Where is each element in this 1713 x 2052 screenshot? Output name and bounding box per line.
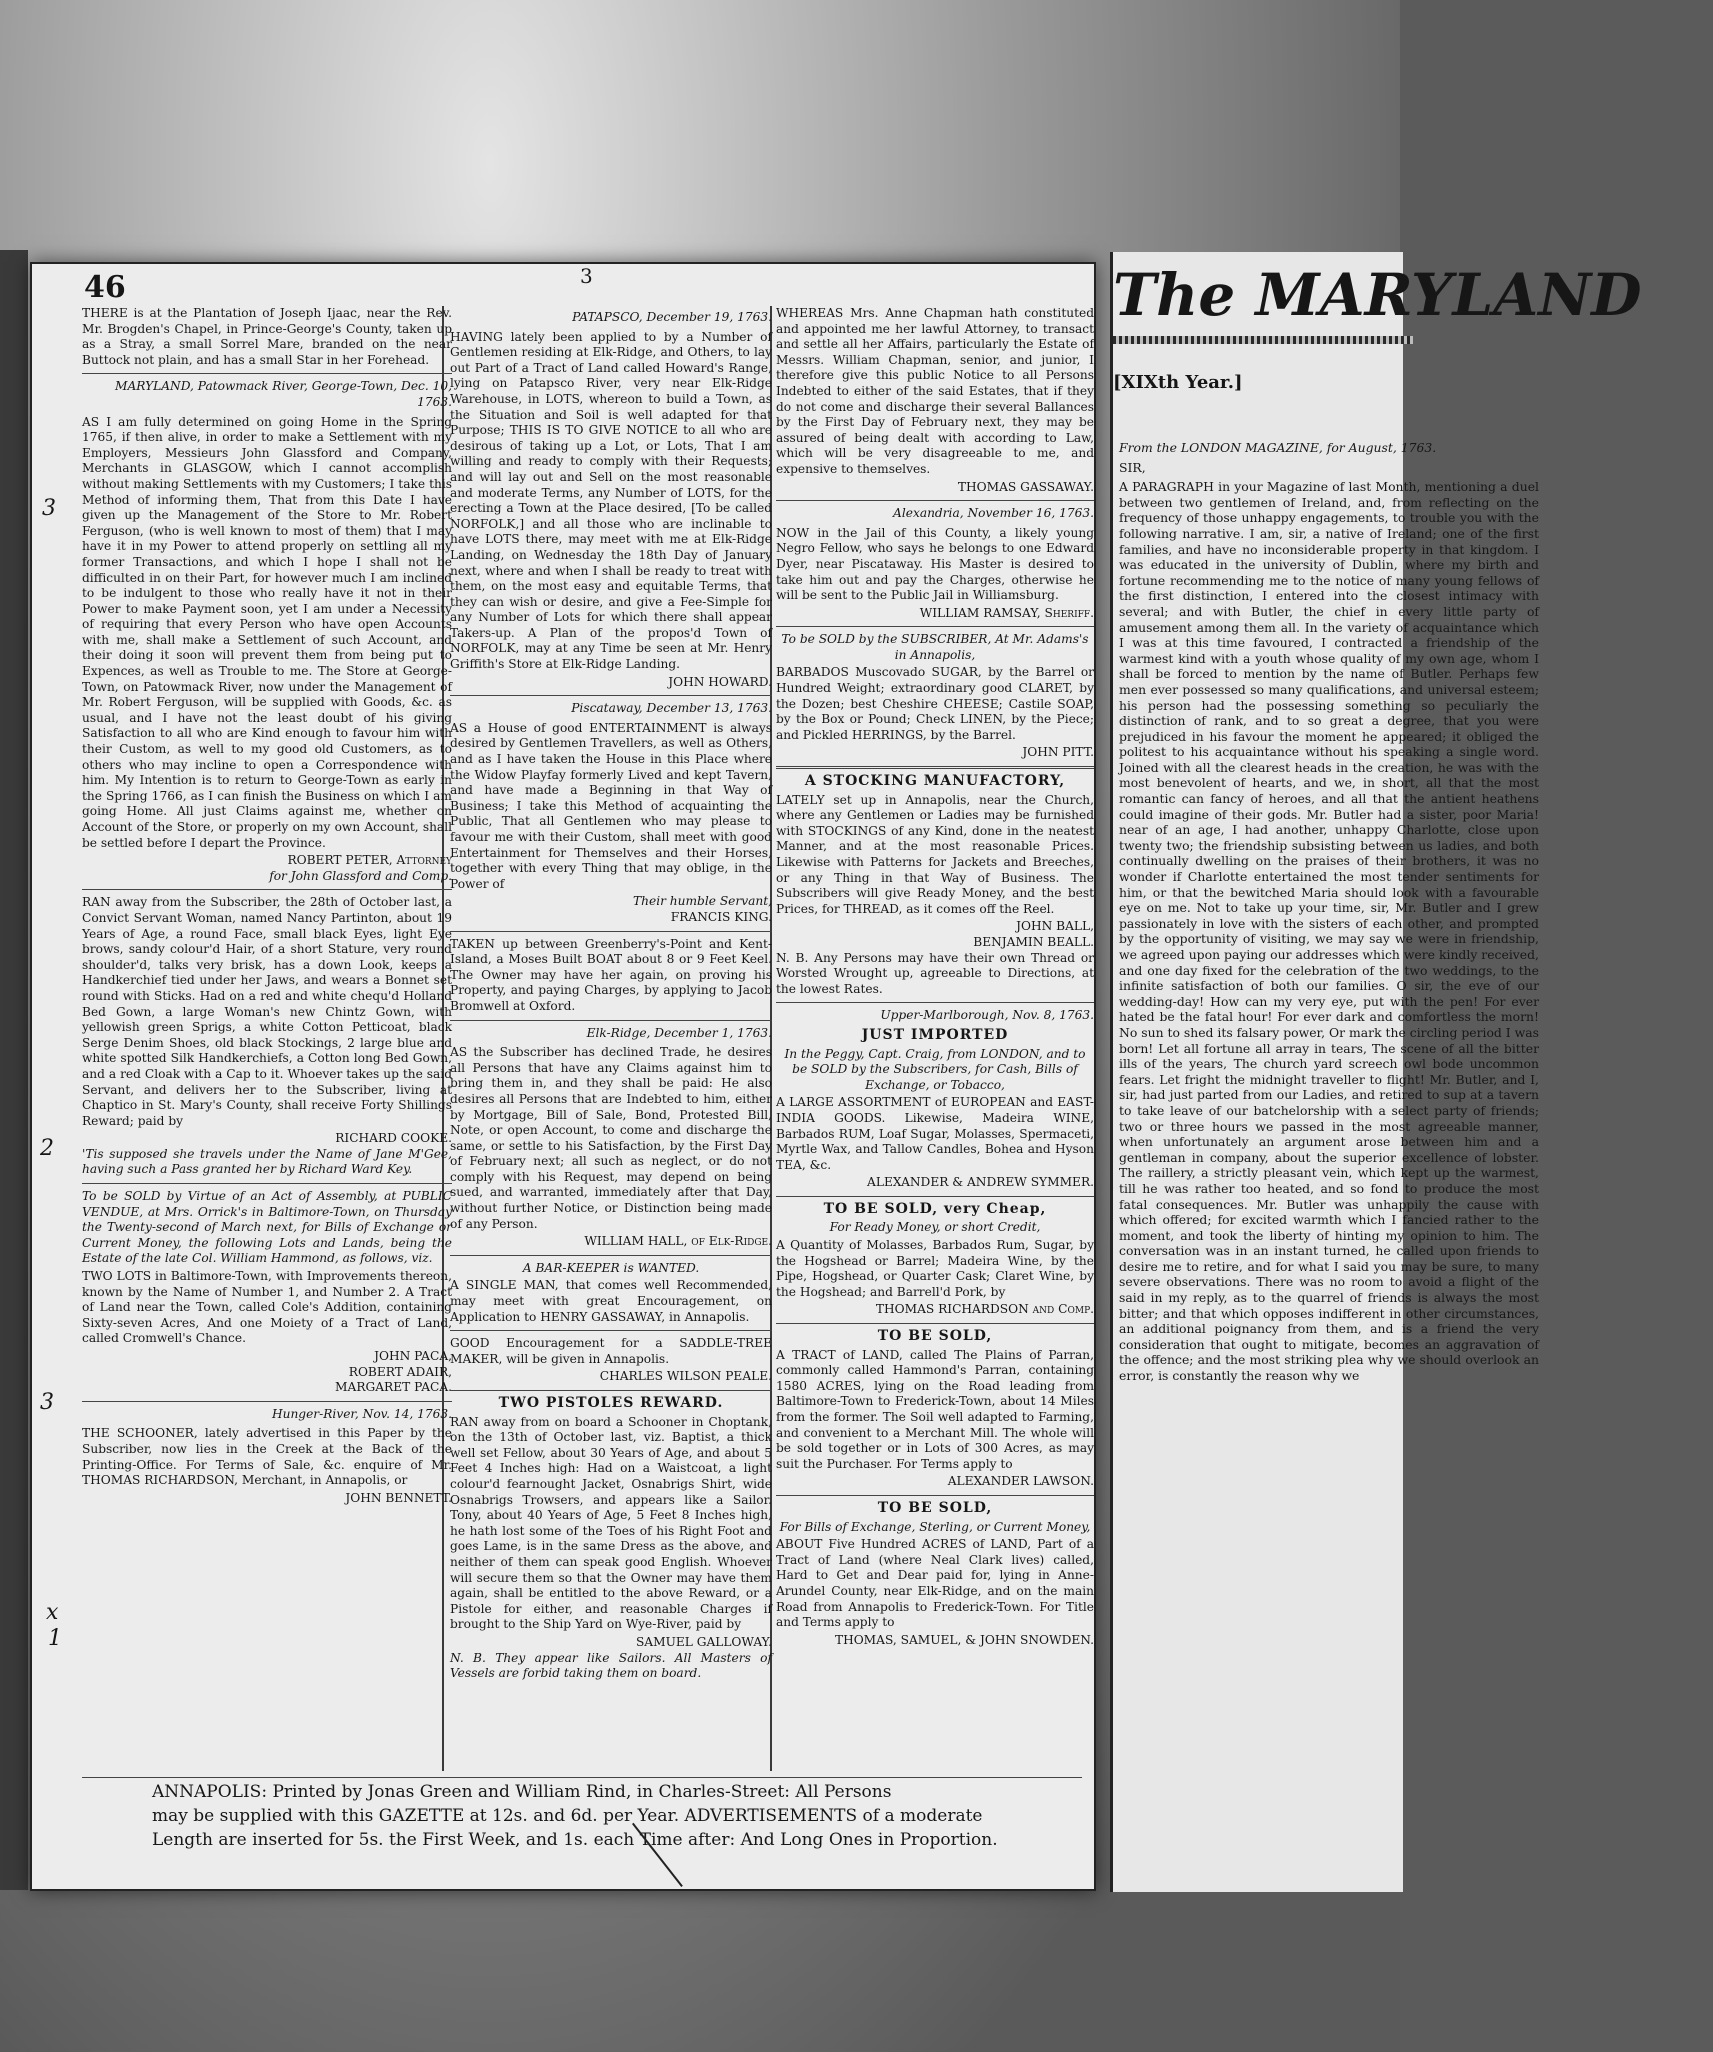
divider	[776, 1495, 1094, 1496]
advertisement-schooner	[82, 1407, 452, 1507]
newspaper-page-left	[30, 262, 1096, 1891]
ad-text: AS a House of good ENTERTAINMENT is always desired by Gentlemen Travellers, as well as Others, and as I have taken the House in this Place where the Widow Playfay formerly Lived and kept Tavern, and have made a Beginning in that Way of Business; I take this Method of acquainting the Public, That all Gentlemen who may please to favour me with their Custom, shall meet with good Entertainment for Themselves and their Horses, together with every Thing that may oblige, in the Power of	[450, 720, 772, 891]
ad-heading: To be SOLD by the SUBSCRIBER, At Mr. Adams's in Annapolis,	[781, 632, 1089, 662]
divider	[82, 373, 452, 374]
ad-text: LATELY set up in Annapolis, near the Church, where any Gentlemen or Ladies may be furnished with STOCKINGS of any Kind, done in the neatest Manner, and at the most reasonable Prices. Likewise with Patterns for Jackets and Breeches, or any Thing in that Way of Business. The Subscribers will give Ready Money, and the best Prices, for THREAD, as it comes off the Reel.	[776, 792, 1094, 916]
dateline: Alexandria, November 16, 1763.	[893, 506, 1094, 521]
dateline: MARYLAND, Patowmack River, George-Town, Dec. 10, 1763.	[115, 379, 452, 409]
signature: RICHARD COOKE.	[335, 1131, 452, 1146]
ad-title: A STOCKING MANUFACTORY,	[804, 773, 1066, 790]
ad-text: WHEREAS Mrs. Anne Chapman hath constituted and appointed me her lawful Attorney, to transact and settle all her Affairs, particularly the Estate of Messrs. William Chapman, senior, and junior, I therefore give this public Notice to all Persons Indebted to either of the said Estates, that if they do not come and discharge their several Ballances by the First Day of February next, they may be assured of being dealt with according to Law, which will be very disagreeable to me, and expensive to themselves.	[776, 306, 1094, 476]
article-source: From the LONDON MAGAZINE, for August, 1763.	[1119, 440, 1437, 455]
divider	[776, 1323, 1094, 1324]
divider	[776, 766, 1094, 769]
signature: ROBERT PETER, Attorney	[287, 853, 452, 868]
ad-title: TO BE SOLD,	[877, 1328, 993, 1345]
ad-title: TWO PISTOLES REWARD.	[498, 1395, 724, 1411]
advertisement-chapman-estate	[776, 306, 1094, 495]
signature: FRANCIS KING.	[670, 909, 772, 924]
signature: JOHN PITT.	[1022, 745, 1094, 760]
advertisement-two-pistoles	[450, 1396, 772, 1682]
signature: for John Glassford and Comp.	[269, 868, 452, 883]
ad-title: A BAR-KEEPER is WANTED.	[522, 1260, 700, 1275]
signature: THOMAS GASSAWAY.	[957, 479, 1094, 494]
divider	[82, 1401, 452, 1402]
margin-mark: 3	[40, 1390, 54, 1415]
ad-text: A SINGLE MAN, that comes well Recommended, may meet with great Encouragement, on Application to HENRY GASSAWAY, in Annapolis.	[450, 1278, 772, 1324]
ad-title: TO BE SOLD,	[877, 1499, 993, 1516]
signature: THOMAS, SAMUEL, & JOHN SNOWDEN.	[834, 1632, 1094, 1647]
colophon-line: may be supplied with this GAZETTE at 12s. and 6d. per Year. ADVERTISEMENTS of a moderate	[152, 1806, 983, 1826]
divider	[450, 1020, 772, 1021]
article-column	[1119, 440, 1539, 1880]
ad-text: ABOUT Five Hundred ACRES of LAND, Part of a Tract of Land (where Neal Clark lives) called, Hard to Get and Dear paid for, lying in Anne-Arundel County, near Elk-Ridge, and on the main Road from Annapolis to Frederick-Town. For Title and Terms apply to	[776, 1537, 1094, 1630]
ad-note: N. B. Any Persons may have their own Thread or Worsted Wrought up, agreeable to Directions, at the lowest Rates.	[776, 950, 1094, 996]
ad-text: A LARGE ASSORTMENT of EUROPEAN and EAST-INDIA GOODS. Likewise, Madeira WINE, Barbados RUM, Loaf Sugar, Molasses, Spermaceti, Myrtle Wax, and Tallow Candles, Bohea and Hyson TEA, &c.	[776, 1095, 1094, 1172]
advertisement-norfolk-lots	[450, 310, 772, 690]
divider	[450, 695, 772, 696]
masthead-band	[1113, 336, 1413, 344]
imprint-divider	[82, 1777, 1082, 1778]
ad-text: TWO LOTS in Baltimore-Town, with Improvements thereon, known by the Name of Number 1, and Number 2. A Tract of Land near the Town, called Cole's Addition, containing Sixty-seven Acres, And one Moiety of a Tract of Land, called Cromwell's Chance.	[82, 1269, 452, 1346]
colophon-line: ANNAPOLIS: Printed by Jonas Green and William Rind, in Charles-Street: All Persons	[152, 1782, 892, 1802]
signature: Their humble Servant,	[633, 894, 772, 909]
advertisement-five-hundred-acres	[776, 1501, 1094, 1648]
masthead-title: The MARYLAND	[1113, 261, 1642, 329]
divider	[776, 1002, 1094, 1003]
colophon-line: Length are inserted for 5s. the First Week, and 1s. each Time after: And Long Ones in Proportion.	[152, 1830, 998, 1850]
signature: JOHN HOWARD.	[668, 674, 772, 689]
ad-text: BARBADOS Muscovado SUGAR, by the Barrel or Hundred Weight; extraordinary good CLARET, by the Dozen; best Cheshire CHEESE; Castile SOAP, by the Box or Pound; Check LINEN, by the Piece; and Pickled HERRINGS, by the Barrel.	[776, 665, 1094, 742]
margin-mark: 2	[40, 1136, 54, 1161]
advertisement-stray-mare	[82, 306, 452, 368]
signature: CHARLES WILSON PEALE.	[599, 1369, 772, 1384]
margin-mark: 3	[42, 496, 56, 521]
advertisement-stocking-manufactory	[776, 774, 1094, 997]
divider	[450, 931, 772, 932]
ad-text: AS I am fully determined on going Home in the Spring 1765, if then alive, in order to make a Settlement with my Employers, Messieurs John Glassford and Company, Merchants in GLASGOW, which I cannot accomplish without making Settlements with my Customers; I take this Method of informing them, That from this Date I have given up the Management of the Store to Mr. Robert Ferguson, (who is well known to most of them) that I may have it in my Power to attend properly on settling all my former Transactions, and which I hope I shall not be difficulted in on their Part, for however much I am inclined to be indulgent to those who really have it not in their Power to make Payment soon, yet I am under a Necessity of requiring that every Person who have open Accounts with me, shall make a Settlement of such Account, and their doing it soon will prevent them from being put to Expences, as well as Trouble to me. The Store at George-Town, on Patowmack River, now under the Management of Mr. Robert Ferguson, will be supplied with Goods, &c. as usual, and I have not the least doubt of his giving Satisfaction to all who are Kind enough to favour him with their Custom, as well to my good old Customers, as to others who may incline to open a Correspondence with him. My Intention is to return to George-Town as early in the Spring 1766, as I can finish the Business on which I am going Home. All just Claims against me, whether on Account of the Store, or properly on my own Account, shall be settled before I depart the Province.	[82, 414, 452, 850]
ad-note: N. B. They appear like Sailors. All Masters of Vessels are forbid taking them on board.	[450, 1650, 772, 1681]
dateline: Hunger-River, Nov. 14, 1763.	[271, 1406, 452, 1421]
ad-text: To be SOLD by Virtue of an Act of Assembly, at PUBLIC VENDUE, at Mrs. Orrick's in Baltimore-Town, on Thursday the Twenty-second of March next, for Bills of Exchange or Current Money, the following Lots and Lands, being the Estate of the late Col. William Hammond, as follows, viz.	[82, 1189, 452, 1266]
column-1	[82, 306, 452, 1774]
divider	[82, 1183, 452, 1184]
ad-text: A Quantity of Molasses, Barbados Rum, Sugar, by the Hogshead or Barrel; Madeira Wine, by the Pipe, Hogshead, or Quarter Cask; Claret Wine, by the Hogshead; and Barrell'd Pork, by	[776, 1238, 1094, 1299]
advertisement-bar-keeper	[450, 1261, 772, 1325]
dateline: Upper-Marlborough, Nov. 8, 1763.	[880, 1008, 1094, 1023]
signature: ROBERT ADAIR,	[348, 1364, 452, 1379]
signature: ALEXANDER LAWSON.	[947, 1474, 1094, 1489]
page-number: 46	[84, 270, 126, 305]
ad-heading: For Bills of Exchange, Sterling, or Current Money,	[779, 1519, 1091, 1534]
signature: JOHN PACA,	[374, 1349, 452, 1363]
signature: BENJAMIN BEALL.	[973, 934, 1094, 949]
ad-text: TAKEN up between Greenberry's-Point and Kent-Island, a Moses Built BOAT about 8 or 9 Feet Keel. The Owner may have her again, on proving his Property, and paying Charges, by applying to Jacob Bromwell at Oxford.	[450, 936, 772, 1013]
ad-text: AS the Subscriber has declined Trade, he desires all Persons that have any Claims against him to bring them in, and they shall be paid: He also desires all Persons that are Indebted to him, either by Mortgage, Bill of Sale, Bond, Protested Bill, Note, or open Account, to come and discharge the same, or settle to his Satisfaction, by the First Day of February next; all such as neglect, or do not comply with his Request, may depend on being sued, and warranted, immediately after that Day, without further Notice, or Distinction being made of any Person.	[450, 1045, 772, 1231]
newspaper-page-right	[1110, 252, 1642, 1892]
divider	[776, 626, 1094, 627]
ad-text: GOOD Encouragement for a SADDLE-TREE MAKER, will be given in Annapolis.	[450, 1336, 772, 1366]
ad-text: THERE is at the Plantation of Joseph Ijaac, near the Rev. Mr. Brogden's Chapel, in Prince-George's County, taken up as a Stray, a small Sorrel Mare, branded on the near Buttock not plain, and has a small Star in her Forehead.	[82, 306, 452, 367]
ad-text: HAVING lately been applied to by a Number of Gentlemen residing at Elk-Ridge, and Others, to lay out Part of a Tract of Land called Howard's Range, lying on Patapsco River, very near Elk-Ridge Warehouse, in LOTS, whereon to build a Town, as the Situation and Soil is well adapted for that Purpose; THIS IS TO GIVE NOTICE to all who are desirous of taking up a Lot, or Lots, That I am willing and ready to comply with their Requests; and will lay out and Sell on the most reasonable and moderate Terms, any Number of LOTS, for the erecting a Town at the Place desired, [To be called NORFOLK,] and all those who are inclinable to have LOTS there, may meet with me at Elk-Ridge Landing, on Wednesday the 18th Day of January next, where and when I shall be ready to treat with them, on the most easy and equitable Terms, that they can wish or desire, and give a Fee-Simple for any Number of Lots for which there shall appear Takers-up. A Plan of the propos'd Town of NORFOLK, may at any Time be seen at Mr. Henry Griffith's Store at Elk-Ridge Landing.	[450, 329, 772, 672]
dateline: Elk-Ridge, December 1, 1763.	[586, 1025, 772, 1040]
advertisement-entertainment	[450, 701, 772, 925]
column-mark: 3	[580, 264, 593, 288]
signature: THOMAS RICHARDSON and Comp.	[875, 1302, 1094, 1317]
advertisement-boat-taken-up	[450, 937, 772, 1015]
signature: ALEXANDER & ANDREW SYMMER.	[867, 1175, 1094, 1190]
column-3	[776, 306, 1094, 1774]
ad-text: A TRACT of LAND, called The Plains of Parran, commonly called Hammond's Parran, containing 1580 ACRES, lying on the Road leading from Baltimore-Town to Frederick-Town, about 14 Miles from the former. The Soil well adapted to Farming, and convenient to a Merchant Mill. The whole will be sold together or in Lots of 300 Acres, as may suit the Purchaser. For Terms apply to	[776, 1347, 1094, 1471]
article-body: A PARAGRAPH in your Magazine of last Month, mentioning a duel between two gentlemen of Ireland, and, from reflecting on the frequency of those unhappy engagements, to trouble you with the following narrative. I am, sir, a native of Ireland; one of the first families, and have no inconsiderable property in that kingdom. I was educated in the university of Dublin, where my birth and fortune recommending me to the notice of many young fellows of the first distinction, I entered into the closest intimacy with several; and with Butler, the chief in every little party of amusement among them all. In the variety of acquaintance which I was at this time favoured, I contracted a friendship of the warmest kind with a youth whose quality of my own age, whom I shall be forced to mention by the name of Butler. Perhaps few men ever possessed so many qualifications, and universal esteem; his person had the possessing something so peculiarly the distinction of rank, and to so great a degree, that you were prejudiced in his favour the moment he appeared; it obliged the politest to his acquaintance without his speaking a single word. Joined with all the clearest heads in the creation, he was with the most benevolent of hearts, and we, in short, all that the most romantic can fancy of heroes, and all that the antient heathens could imagine of their gods. Mr. Butler had a sister, poor Maria! near of an age, I had another, unhappy Charlotte, close upon twenty two; the friendship subsisting between us ladies, and both continually dwelling on the praises of their brothers, it was no wonder if Charlotte entertained the most tender sentiments for him, or that the bewitched Maria should look with a favourable eye on me. Not to take up your time, sir, Mr. Butler and I grew passionately in love with the sisters of each other, and prompted by the opportunity of visiting, we may say we were in friendship, we agreed upon paying our addresses which were kindly received, and one day fixed for the celebration of the two weddings, to the infinite satisfaction of both our families. O sir, the eve of our wedding-day! How can my very eye, put with the pen! For ever hated be the fatal hour! For ever dark and comfortless the morn! No sun to shed its falsary power, Or mark the circling period I was born! Let all fortune all array in tears, The scene of all the bitter ills of the years, The church yard screech owl bode uncommon fears. Let fright the midnight traveller to flight! Mr. Butler, and I, sir, had just parted from our Ladies, and retired to sup at a tavern to take leave of our batchelorship with a select party of friends; two or three hours we passed in the most agreeable manner, when unfortunately an argument arose between him and a gentleman in company, about the superior excellence of lobster. The raillery, a strictly pleasant vein, which kept up the warmest, till he was rather too heated, and so fond to produce the most fatal consequences. Mr. Butler was unhappily the cause with which offered; for excited warmth which I fancied rather to the moment, and took the liberty of hinting my opinion to him. The conversation was in an instant turned, he called upon friends to desire me to retire, and for what I said you may be sure, to many severe observations. There was no room to avoid a flight of the said in my reply, as to the quarrel of friends is always the most bitter; and that which opposes indifferent in other circumstances, an additional poignancy from them, and is a friend the very consideration that ought to mitigate, becomes an aggravation of the offence; and the most striking plea why we should overlook an error, is constantly the reason why we	[1119, 479, 1539, 1384]
divider	[82, 889, 452, 890]
ad-heading: In the Peggy, Capt. Craig, from LONDON, and to be SOLD by the Subscribers, for Cash, Bills of Exchange, or Tobacco,	[784, 1046, 1086, 1092]
article-salutation: SIR,	[1119, 459, 1146, 475]
volume-year: [XIXth Year.]	[1113, 372, 1243, 393]
ad-text: RAN away from the Subscriber, the 28th of October last, a Convict Servant Woman, named Nancy Partinton, about 19 Years of Age, a round Face, small black Eyes, light Eye brows, sandy colour'd Hair, of a short Stature, very round shoulder'd, talks very brisk, has a down Look, keeps a Handkerchief tied under her Jaws, and wears a Bonnet set round with Sticks. Had on a red and white chequ'd Holland Bed Gown, a large Woman's new Chintz Gown, with yellowish green Sprigs, a white Cotton Petticoat, black Serge Denim Shoes, old black Stockings, 2 large blue and white spotted Silk Handkerchiefs, a Cotton long Bed Gown, and a red Cloak with a Cap to it. Whoever takes up the said Servant, and delivers her to the Subscriber, living at Chaptico in St. Mary's County, shall receive Forty Shillings Reward; paid by	[82, 895, 452, 1128]
ad-text: NOW in the Jail of this County, a likely young Negro Fellow, who says he belongs to one Edward Dyer, near Piscataway. His Master is desired to take him out and pay the Charges, otherwise he will be sent to the Public Jail in Williamsburg.	[776, 525, 1094, 603]
binder-edge	[0, 250, 28, 1890]
advertisement-william-hall	[450, 1026, 772, 1250]
advertisement-robert-peter	[82, 379, 452, 884]
column-2	[450, 306, 772, 1774]
dateline: Piscataway, December 13, 1763.	[571, 701, 772, 716]
signature: JOHN BENNETT.	[345, 1490, 452, 1505]
advertisement-saddle-tree	[450, 1336, 772, 1385]
signature: JOHN BALL,	[1016, 919, 1094, 934]
advertisement-public-vendue	[82, 1189, 452, 1396]
dateline: PATAPSCO, December 19, 1763.	[572, 310, 772, 324]
advertisement-jail-notice	[776, 506, 1094, 621]
margin-mark: x	[46, 1600, 59, 1625]
margin-mark: 1	[48, 1626, 62, 1651]
colophon	[152, 1780, 1092, 1852]
advertisement-john-pitt	[776, 632, 1094, 761]
ad-heading: For Ready Money, or short Credit,	[829, 1220, 1041, 1235]
divider	[450, 1255, 772, 1256]
advertisement-tract-of-land	[776, 1329, 1094, 1490]
divider	[776, 1196, 1094, 1197]
signature: WILLIAM RAMSAY, Sheriff.	[919, 605, 1094, 620]
advertisement-very-cheap	[776, 1202, 1094, 1318]
advertisement-just-imported	[776, 1008, 1094, 1191]
ad-title: TO BE SOLD, very Cheap,	[823, 1200, 1047, 1217]
ad-note: 'Tis supposed she travels under the Name of Jane M'Gee, having such a Pass granted her by Richard Ward Key.	[82, 1146, 452, 1177]
ad-title: JUST IMPORTED	[861, 1026, 1009, 1043]
divider	[776, 500, 1094, 501]
ad-text: THE SCHOONER, lately advertised in this Paper by the Subscriber, now lies in the Creek at the Back of the Printing-Office. For Terms of Sale, &c. enquire of Mr. THOMAS RICHARDSON, Merchant, in Annapolis, or	[82, 1426, 452, 1488]
ad-text: RAN away from on board a Schooner in Choptank, on the 13th of October last, viz. Baptist, a thick well set Fellow, about 30 Years of Age, and about 5 Feet 4 Inches high: Had on a Waistcoat, a light colour'd fearnought Jacket, Osnabrigs Shirt, wide Osnabrigs Trowsers, and appears like a Sailor. Tony, about 40 Years of Age, 5 Feet 8 Inches high, he hath lost some of the Toes of his Right Foot and goes Lame, is in the same Dress as the above, and neither of them can speak good English. Whoever will secure them so that the Owner may have them again, shall be entitled to the above Reward, or a Pistole for either, and reasonable Charges if brought to the Ship Yard on Wye-River, paid by	[450, 1414, 772, 1632]
signature: MARGARET PACA.	[335, 1380, 452, 1395]
signature: WILLIAM HALL, of Elk-Ridge.	[584, 1234, 772, 1249]
divider	[450, 1330, 772, 1331]
signature: SAMUEL GALLOWAY.	[635, 1634, 772, 1649]
advertisement-runaway-servant	[82, 895, 452, 1178]
divider	[450, 1390, 772, 1391]
